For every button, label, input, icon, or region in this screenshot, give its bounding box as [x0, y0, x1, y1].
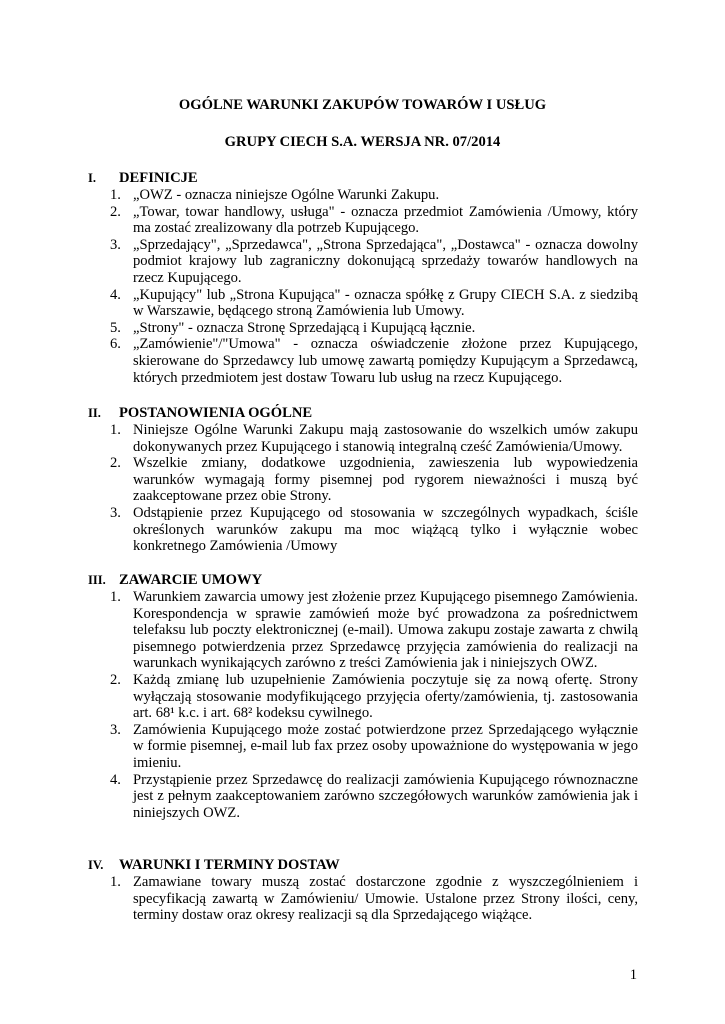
item-number: 2.	[110, 671, 121, 688]
section-title: DEFINICJE	[119, 170, 198, 186]
item-number: 6.	[110, 336, 121, 353]
section-number: II.	[88, 406, 101, 420]
item-number: 3.	[110, 721, 121, 738]
list-item	[110, 505, 638, 555]
list-item	[110, 320, 638, 337]
list-item	[110, 722, 638, 772]
list-item	[110, 336, 638, 386]
section-heading-postanowienia	[88, 404, 312, 422]
list-item	[110, 772, 638, 822]
section-number: I.	[88, 171, 96, 185]
list-item	[110, 455, 638, 505]
item-text: Wszelkie zmiany, dodatkowe uzgodnienia, zawieszenia lub wypowiedzenia warunków wymagają formy pisemnej pod rygorem nieważności i muszą być zaakceptowane przez obie Strony.	[133, 455, 638, 505]
item-text: Przystąpienie przez Sprzedawcę do realizacji zamówienia Kupującego równoznaczne jest z pełnym zaakceptowaniem zarówno szczegółowych warunków zamówienia jak i niniejszych OWZ.	[133, 771, 638, 821]
list-item	[110, 204, 638, 237]
item-text: „Towar, towar handlowy, usługa" - oznacza przedmiot Zamówienia /Umowy, który ma zostać zrealizowany dla potrzeb Kupującego.	[133, 203, 638, 237]
item-number: 1.	[110, 874, 121, 890]
item-text: „Kupujący" lub „Strona Kupująca" - oznacza spółkę z Grupy CIECH S.A. z siedzibą w Warszawie, będącego stroną Zamówienia lub Umowy.	[133, 286, 638, 320]
item-text: Każdą zmianę lub uzupełnienie Zamówienia poczytuje się za nową ofertę. Strony wyłączają stosowanie modyfikującego przyjęcia oferty/zamówienia, tj. zastosowania art. 68¹ k.c. i art. 68² kodeksu cywilnego.	[133, 671, 638, 722]
section-list-zawarcie	[110, 589, 638, 821]
section-number: IV.	[88, 858, 104, 872]
document-title: OGÓLNE WARUNKI ZAKUPÓW TOWARÓW I USŁUG	[178, 97, 547, 113]
document-subtitle: GRUPY CIECH S.A. WERSJA NR. 07/2014	[224, 134, 501, 150]
list-item	[110, 672, 638, 722]
section-list-definicje	[110, 187, 638, 386]
section-heading-definicje	[88, 169, 198, 187]
list-item	[110, 187, 638, 204]
list-item	[110, 287, 638, 320]
page-number: 1	[629, 967, 637, 983]
item-number: 1.	[110, 187, 121, 203]
item-text: Zamawiane towary muszą zostać dostarczone zgodnie z wyszczególnieniem i specyfikacją zawartą w Zamówieniu/ Umowie. Ustalone przez Strony ilości, ceny, terminy dostaw oraz okresy realizacji są dla Sprzedającego wiążące.	[133, 874, 638, 924]
section-list-warunki	[110, 874, 638, 924]
section-list-postanowienia	[110, 422, 638, 555]
item-number: 4.	[110, 771, 121, 788]
item-text: Odstąpienie przez Kupującego od stosowania w szczególnych wypadkach, ściśle określonych warunków zakupu ma moc wiążącą tylko i wyłącznie wobec konkretnego Zamówienia /Umowy	[133, 504, 638, 555]
list-item	[110, 237, 638, 287]
item-text: „Strony" - oznacza Stronę Sprzedającą i Kupującą łącznie.	[133, 319, 476, 336]
section-number: III.	[88, 573, 106, 587]
list-item	[110, 589, 638, 672]
item-text: Zamówienia Kupującego może zostać potwierdzone przez Sprzedającego wyłącznie w formie pisemnej, e-mail lub fax przez osoby upoważnione do występowania w jego imieniu.	[133, 721, 638, 771]
item-number: 4.	[110, 286, 121, 303]
item-number: 5.	[110, 319, 121, 336]
list-item	[110, 422, 638, 455]
item-number: 1.	[110, 589, 121, 605]
section-heading-zawarcie	[88, 571, 262, 589]
section-title: WARUNKI I TERMINY DOSTAW	[119, 857, 340, 873]
item-text: „OWZ - oznacza niniejsze Ogólne Warunki Zakupu.	[133, 187, 440, 203]
item-text: „Sprzedający", „Sprzedawca", „Strona Sprzedająca", „Dostawca" - oznacza dowolny podmiot krajowy lub zagraniczny dokonującą sprzedaży towarów handlowych na rzecz Kupującego.	[133, 236, 638, 286]
item-text: Niniejsze Ogólne Warunki Zakupu mają zastosowanie do wszelkich umów zakupu dokonywanych przez Kupującego i stanowią integralną cześć Zamówienia/Umowy.	[133, 422, 638, 455]
item-text: Warunkiem zawarcia umowy jest złożenie przez Kupującego pisemnego Zamówienia. Korespondencja w sprawie zamówień może być prowadzona za pośrednictwem telefaksu lub poczty elektronicznej (e-mail). Umowa zakupu zostaje zawarta z chwilą pisemnego potwierdzenia przez Sprzedawcę przyjęcia zamówienia do realizacji na warunkach wynikających zarówno z treści Zamówienia jak i niniejszych OWZ.	[133, 589, 638, 672]
item-text: „Zamówienie"/"Umowa" - oznacza oświadczenie złożone przez Kupującego, skierowane do Sprzedawcy lub umowę zawartą pomiędzy Kupującym a Sprzedawcą, których przedmiotem jest dostaw Towaru lub usług na rzecz Kupującego.	[133, 336, 638, 386]
item-number: 1.	[110, 422, 121, 438]
item-number: 2.	[110, 455, 121, 472]
list-item	[110, 874, 638, 924]
section-title: ZAWARCIE UMOWY	[119, 572, 263, 588]
section-heading-warunki	[88, 856, 340, 874]
item-number: 2.	[110, 203, 121, 220]
section-title: POSTANOWIENIA OGÓLNE	[119, 405, 313, 421]
item-number: 3.	[110, 236, 121, 253]
item-number: 3.	[110, 504, 121, 521]
